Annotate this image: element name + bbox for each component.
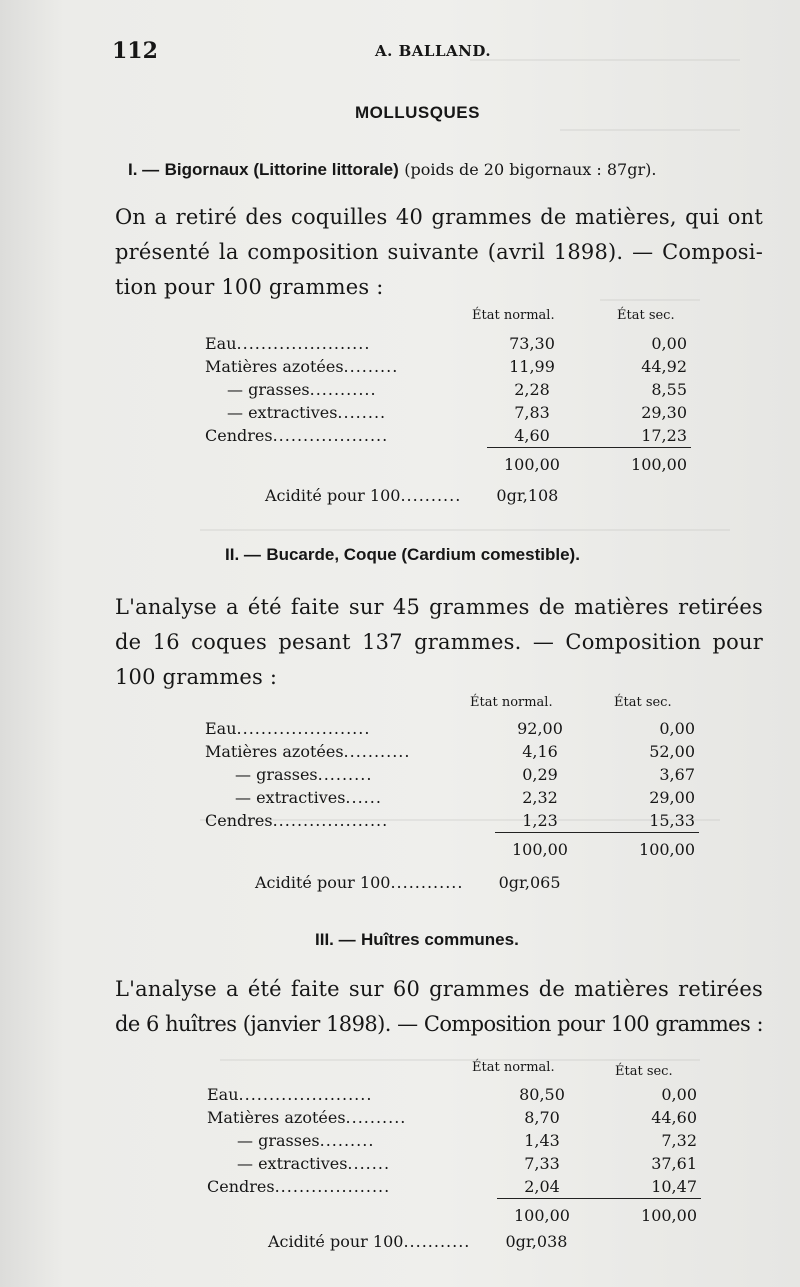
section-2-paragraph [115,590,763,695]
acidity-label: Acidité pour 100 [255,873,391,892]
section-1-num: I. — [128,160,160,179]
row-dots: ...................... [238,1085,373,1104]
table-row [207,1083,701,1106]
total-sec: 100,00 [585,833,699,868]
row-dots: ....... [347,1154,391,1173]
row-label: Eau [207,1085,239,1104]
acidity-value: 0gr,108 [496,486,559,505]
row-dots: ................... [274,1177,391,1197]
table-row [205,424,691,448]
row-label: Eau [205,719,237,738]
table-row [205,763,699,786]
row-label: Cendres [205,426,273,446]
value-normal: 2,32 [522,788,558,807]
row-dots: ................... [272,811,389,831]
value-sec: 29,00 [649,788,695,807]
table-row [205,401,691,424]
value-sec: 17,23 [641,426,687,445]
section-2-title [225,545,580,565]
row-label: — grasses [227,380,310,399]
value-normal: 80,50 [519,1085,565,1104]
acidity-line-1 [265,486,558,505]
acidity-value: 0gr,065 [498,873,561,892]
acidity-label: Acidité pour 100 [268,1232,404,1251]
value-sec: 44,60 [651,1108,697,1127]
total-normal: 100,00 [497,1199,587,1234]
section-1-title [128,160,656,180]
section-3-title [315,930,519,950]
value-sec: 0,00 [659,719,695,738]
row-label: Matières azotées [205,742,344,761]
total-normal: 100,00 [495,833,585,868]
section-1-name: Bigornaux (Littorine littorale) [164,160,399,179]
page-number: 112 [112,38,158,64]
col-head-sec: État sec. [617,308,675,323]
value-sec: 29,30 [641,403,687,422]
row-dots: ......... [317,765,373,784]
row-dots: ...... [345,788,382,807]
section-3-name: Huîtres communes. [361,930,519,949]
row-label: Eau [205,334,237,353]
section-2-name: Bucarde, Coque (Cardium comestible). [266,545,580,564]
paragraph-line: de 6 huîtres (janvier 1898). — Composition pour 100 grammes : [115,1012,763,1036]
composition-table-3 [207,1083,701,1233]
section-1-weight: (poids de 20 bigornaux : 87gr). [404,160,657,179]
acidity-label: Acidité pour 100 [265,486,401,505]
col-head-sec: État sec. [614,695,672,710]
acidity-value: 0gr,038 [505,1232,568,1251]
value-sec: 3,67 [659,765,695,784]
value-normal: 7,33 [524,1154,560,1173]
row-dots: ........... [309,380,377,399]
table-row [205,378,691,401]
acidity-dots: .......... [400,486,462,505]
paragraph-line: présenté la composition suivante (avril 1898). — Composi- [115,240,763,264]
running-head: A. BALLAND. [375,42,492,60]
row-dots: ......... [343,357,399,376]
row-label: — grasses [237,1131,320,1150]
value-sec: 0,00 [661,1085,697,1104]
value-sec: 8,55 [651,380,687,399]
value-normal: 8,70 [524,1108,560,1127]
value-normal: 2,28 [514,380,550,399]
table-row [205,355,691,378]
paragraph-line: de 16 coques pesant 137 grammes. — Composition pour [115,630,763,654]
col-head-sec: État sec. [615,1064,673,1079]
value-normal: 4,60 [514,426,550,445]
row-label: Cendres [207,1177,275,1197]
value-sec: 37,61 [651,1154,697,1173]
row-label: — extractives [235,788,346,807]
table-row [205,740,699,763]
col-head-normal: État normal. [472,1060,555,1075]
value-sec: 52,00 [649,742,695,761]
table-row [205,332,691,355]
value-normal: 0,29 [522,765,558,784]
row-label: — grasses [235,765,318,784]
row-dots: ........... [343,742,411,761]
section-3-paragraph [115,972,763,1042]
value-normal: 7,83 [514,403,550,422]
total-row [205,833,699,868]
row-dots: ........ [337,403,387,422]
paragraph-line: On a retiré des coquilles 40 grammes de matières, qui ont [115,205,763,229]
composition-table-1 [205,332,691,482]
col-head-normal: État normal. [470,695,553,710]
row-label: — extractives [237,1154,348,1173]
acidity-dots: ............ [390,873,464,892]
total-row [205,448,691,483]
total-sec: 100,00 [587,1199,701,1234]
value-normal: 11,99 [509,357,555,376]
value-normal: 4,16 [522,742,558,761]
table-row [207,1175,701,1199]
value-sec: 44,92 [641,357,687,376]
row-dots: ......... [319,1131,375,1150]
value-sec: 0,00 [651,334,687,353]
value-normal: 1,23 [522,811,558,830]
row-label: Matières azotées [205,357,344,376]
row-dots: ...................... [236,334,371,353]
acidity-line-2 [255,873,561,892]
total-normal: 100,00 [487,448,577,483]
table-row [207,1129,701,1152]
value-sec: 15,33 [649,811,695,830]
table-row [207,1152,701,1175]
paragraph-line: 100 grammes : [115,665,278,689]
col-head-normal: État normal. [472,308,555,323]
value-normal: 1,43 [524,1131,560,1150]
total-sec: 100,00 [577,448,691,483]
acidity-line-3 [268,1232,567,1251]
value-sec: 7,32 [661,1131,697,1150]
row-label: — extractives [227,403,338,422]
row-dots: ................... [272,426,389,446]
main-heading: MOLLUSQUES [355,103,480,122]
table-row [205,786,699,809]
paragraph-line: L'analyse a été faite sur 45 grammes de matières retirées [115,595,763,619]
row-dots: ...................... [236,719,371,738]
table-row [205,717,699,740]
composition-table-2 [205,717,699,867]
value-normal: 92,00 [517,719,563,738]
value-sec: 10,47 [651,1177,697,1196]
row-label: Cendres [205,811,273,831]
value-normal: 73,30 [509,334,555,353]
section-2-num: II. — [225,545,261,564]
table-row [205,809,699,833]
total-row [207,1199,701,1234]
table-row [207,1106,701,1129]
value-normal: 2,04 [524,1177,560,1196]
row-label: Matières azotées [207,1108,346,1127]
acidity-dots: ........... [403,1232,471,1251]
row-dots: .......... [345,1108,407,1127]
section-3-num: III. — [315,930,356,949]
section-1-paragraph [115,200,763,305]
paragraph-line: L'analyse a été faite sur 60 grammes de matières retirées [115,977,763,1001]
paragraph-line: tion pour 100 grammes : [115,275,384,299]
